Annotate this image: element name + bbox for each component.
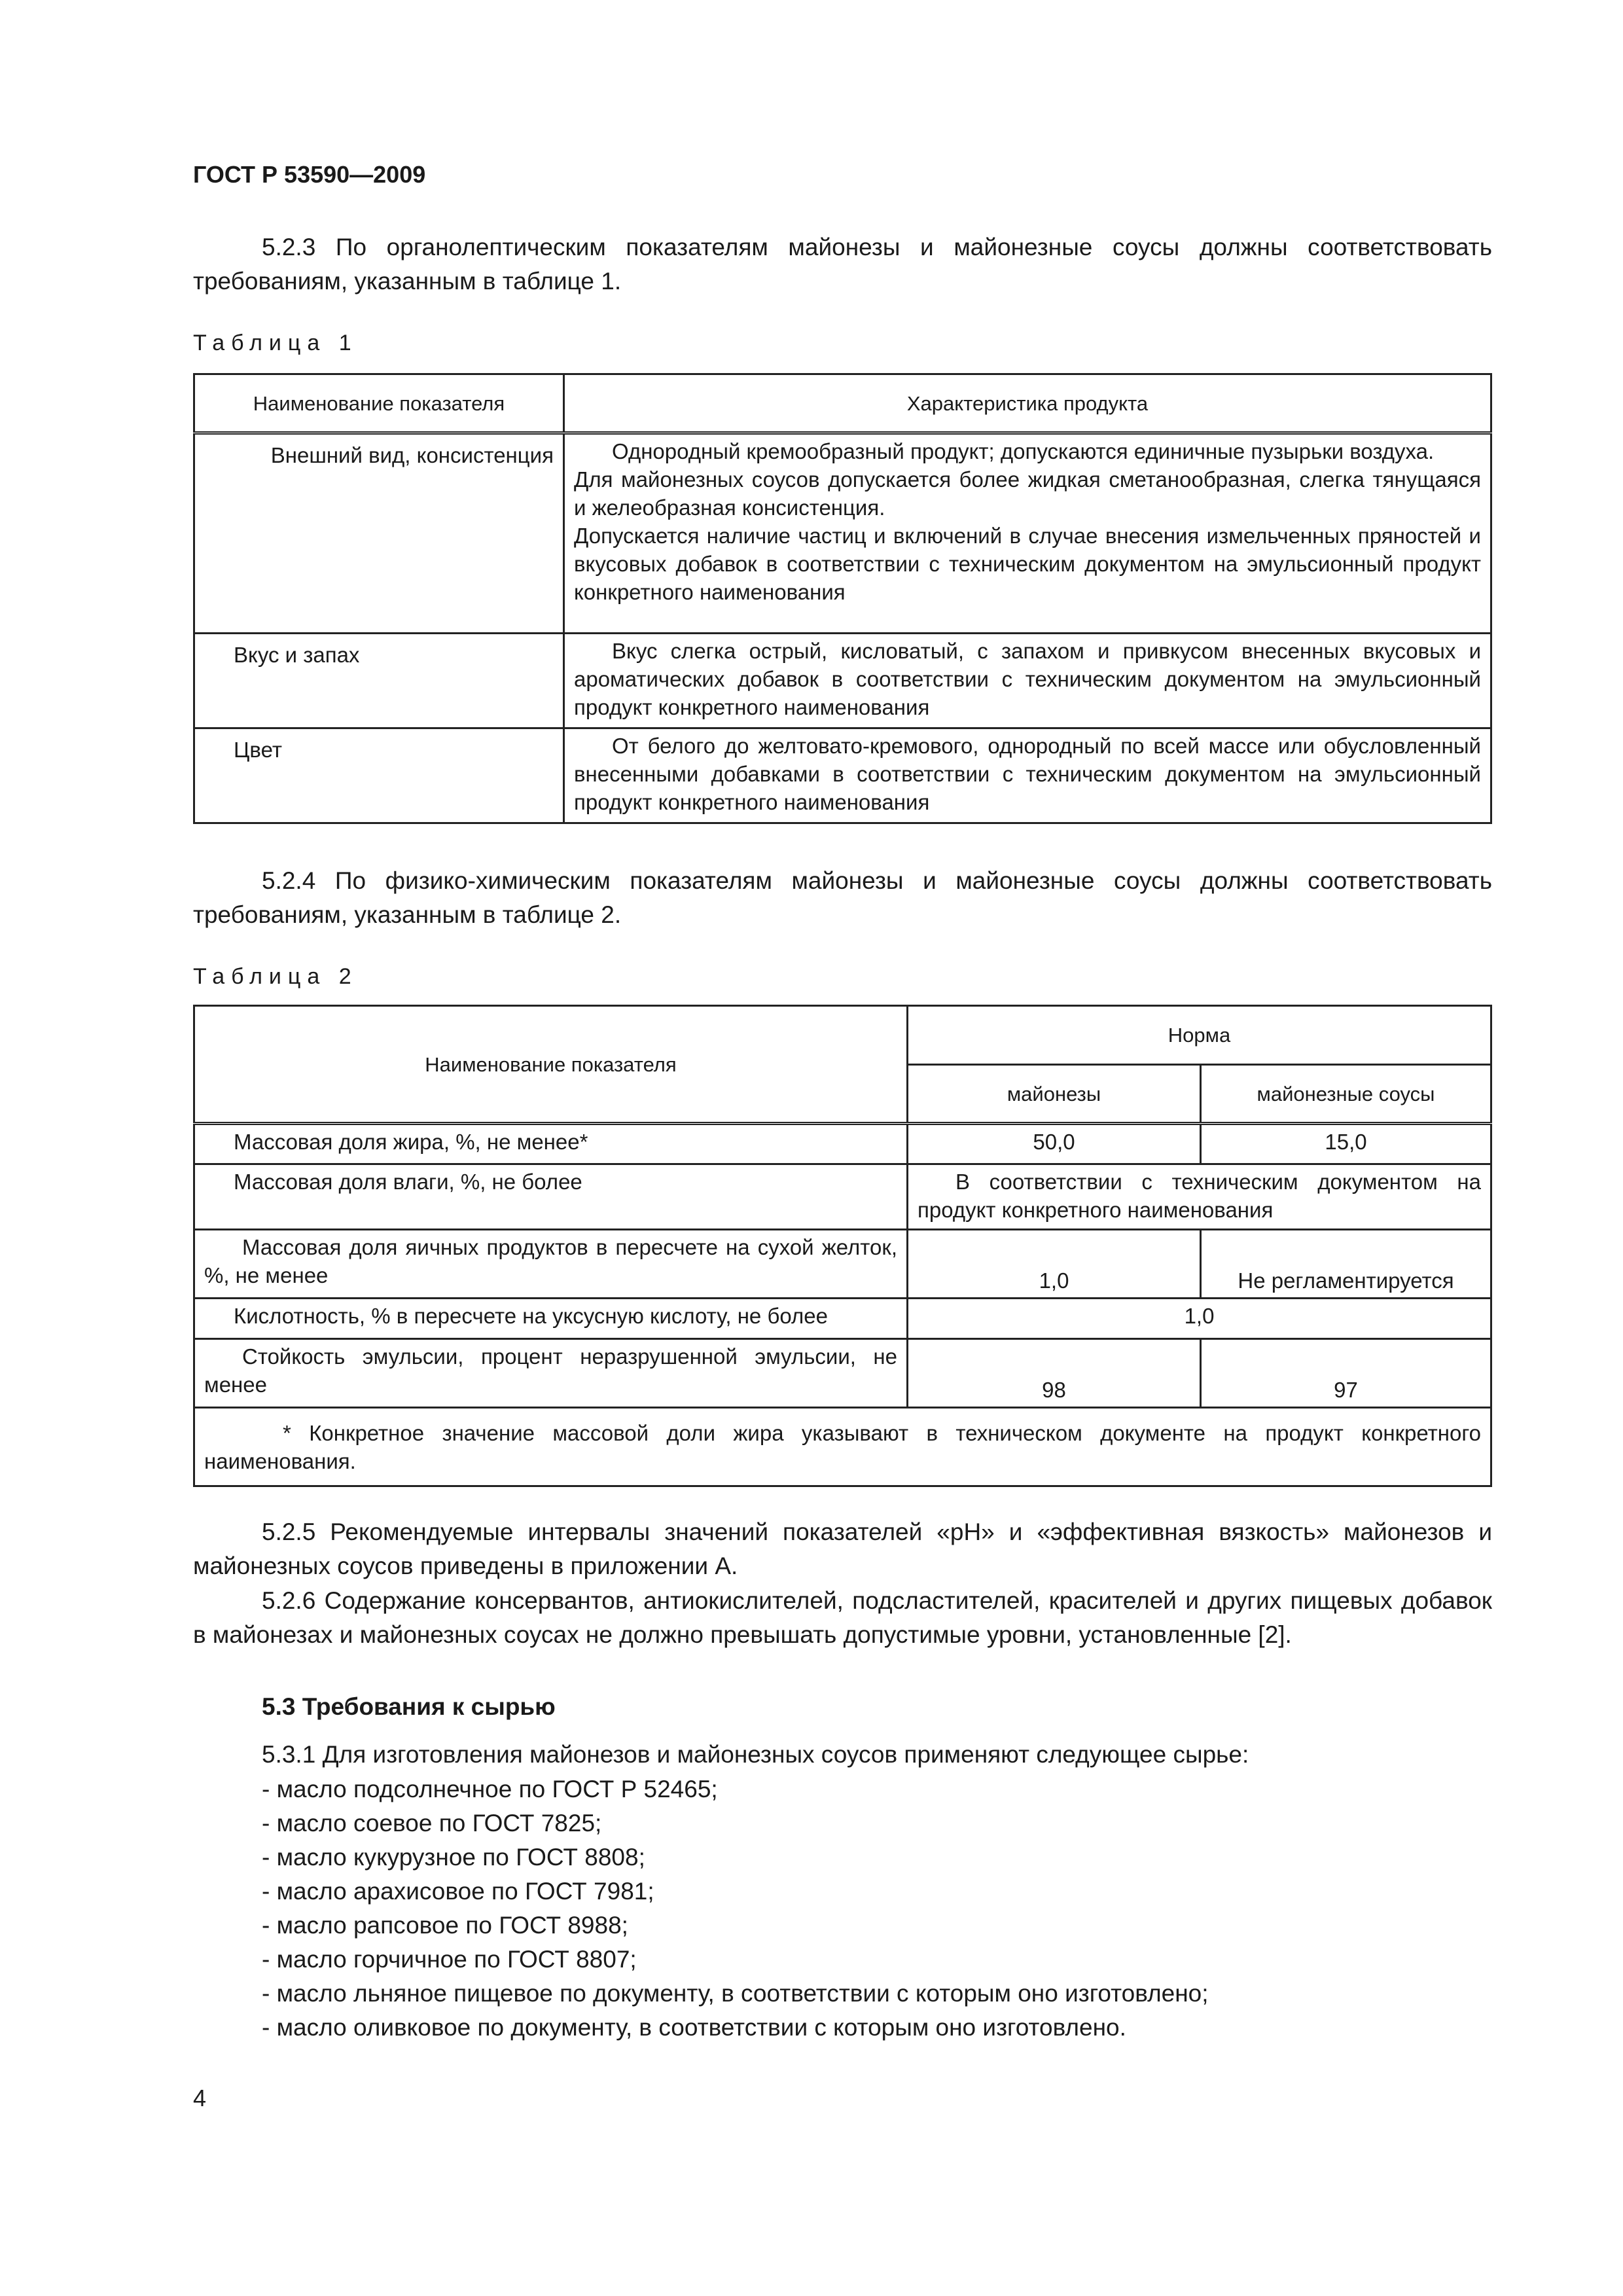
list-item: - масло оливковое по документу, в соответствии с которым оно изготовлено. [262,2014,1126,2041]
table-1 [193,373,1492,824]
table-row [194,1299,1491,1339]
paragraph-5-3-1: 5.3.1 Для изготовления майонезов и майонезных соусов применяют следующее сырье: [262,1741,1249,1768]
list-item: - масло кукурузное по ГОСТ 8808; [262,1844,645,1871]
table-cell-value: Однородный кремообразный продукт; допускаются единичные пузырьки воздуха. Для майонезных соусов допускается более жидкая сметанообразная, слегка тянущаяся и желеобразная консистенция. Допускается наличие частиц и включений в случае внесения измельченных пряностей и вкусовых добавок в соответствии с техническим документом на эмульсионный продукт конкретного наименования [564,433,1491,634]
list-item: - масло арахисовое по ГОСТ 7981; [262,1878,654,1905]
table-header-cell: Наименование показателя [194,374,564,433]
paragraph-5-2-3: 5.2.3 По органолептическим показателям майонезы и майонезные соусы должны соответствовать требованиям, указанным в таблице 1. [193,234,1492,295]
table-header-cell: Наименование показателя [194,1006,908,1124]
table-header-cell: Норма [908,1006,1491,1065]
table-cell-name: Массовая доля жира, %, не менее* [194,1124,908,1164]
list-item: - масло рапсовое по ГОСТ 8988; [262,1912,628,1939]
table-cell-value: От белого до желтовато-кремового, однородный по всей массе или обусловленный внесенными добавками в соответствии с техническим документом на эмульсионный продукт конкретного наименования [564,728,1491,823]
document-header: ГОСТ Р 53590—2009 [193,161,426,188]
table-row [194,634,1491,728]
table-row [194,1124,1491,1164]
list-item: - масло подсолнечное по ГОСТ Р 52465; [262,1776,718,1803]
table-row [194,728,1491,823]
table-cell-name: Стойкость эмульсии, процент неразрушенной эмульсии, не менее [194,1339,908,1408]
paragraph-5-2-5: 5.2.5 Рекомендуемые интервалы значений показателей «pH» и «эффективная вязкость» майонезов и майонезных соусов приведены в приложении А. [193,1518,1492,1579]
table-row [194,433,1491,634]
table-header-cell: Характеристика продукта [564,374,1491,433]
section-heading-5-3: 5.3 Требования к сырью [262,1693,556,1720]
table-footnote-row [194,1408,1491,1486]
table-cell-value: Не регламентируется [1201,1230,1491,1299]
table-cell-value: 1,0 [908,1230,1201,1299]
list-item: - масло соевое по ГОСТ 7825; [262,1810,602,1837]
table-cell-name: Кислотность, % в пересчете на уксусную кислоту, не более [194,1299,908,1339]
paragraph-5-2-4: 5.2.4 По физико-химическим показателям майонезы и майонезные соусы должны соответствовать требованиям, указанным в таблице 2. [193,867,1492,928]
table-cell-value: 15,0 [1201,1124,1491,1164]
list-item: - масло горчичное по ГОСТ 8807; [262,1946,637,1973]
table-header-row [194,374,1491,433]
table-header-cell: майонезы [908,1065,1201,1124]
table-footnote: * Конкретное значение массовой доли жира указывают в техническом документе на продукт конкретного наименования. [194,1408,1491,1486]
list-item: - масло льняное пищевое по документу, в соответствии с которым оно изготовлено; [262,1980,1209,2007]
table-2 [193,1005,1492,1487]
table-row [194,1230,1491,1299]
table-cell-name: Цвет [194,728,564,823]
page-number: 4 [193,2085,207,2111]
table-cell-value: 97 [1201,1339,1491,1408]
table-header-cell: майонезные соусы [1201,1065,1491,1124]
table-cell-value: В соответствии с техническим документом на продукт конкретного наименования [908,1164,1491,1230]
table-1-caption: Таблица 1 [193,331,358,355]
table-cell-value: Вкус слегка острый, кисловатый, с запахом и привкусом внесенных вкусовых и ароматических добавок в соответствии с техническим документом на эмульсионный продукт конкретного наименования [564,634,1491,728]
table-cell-value: 1,0 [908,1299,1491,1339]
table-cell-name: Вкус и запах [194,634,564,728]
table-row [194,1164,1491,1230]
table-2-caption: Таблица 2 [193,964,358,989]
table-row [194,1339,1491,1408]
paragraph-5-2-6: 5.2.6 Содержание консервантов, антиокислителей, подсластителей, красителей и других пищевых добавок в майонезах и майонезных соусах не должно превышать допустимые уровни, установленные [2]. [193,1587,1492,1648]
table-cell-name: Массовая доля влаги, %, не более [194,1164,908,1230]
table-cell-name: Внешний вид, консистенция [194,433,564,634]
table-cell-value: 50,0 [908,1124,1201,1164]
table-header-row [194,1006,1491,1065]
table-cell-name: Массовая доля яичных продуктов в пересчете на сухой желток, %, не менее [194,1230,908,1299]
table-cell-value: 98 [908,1339,1201,1408]
